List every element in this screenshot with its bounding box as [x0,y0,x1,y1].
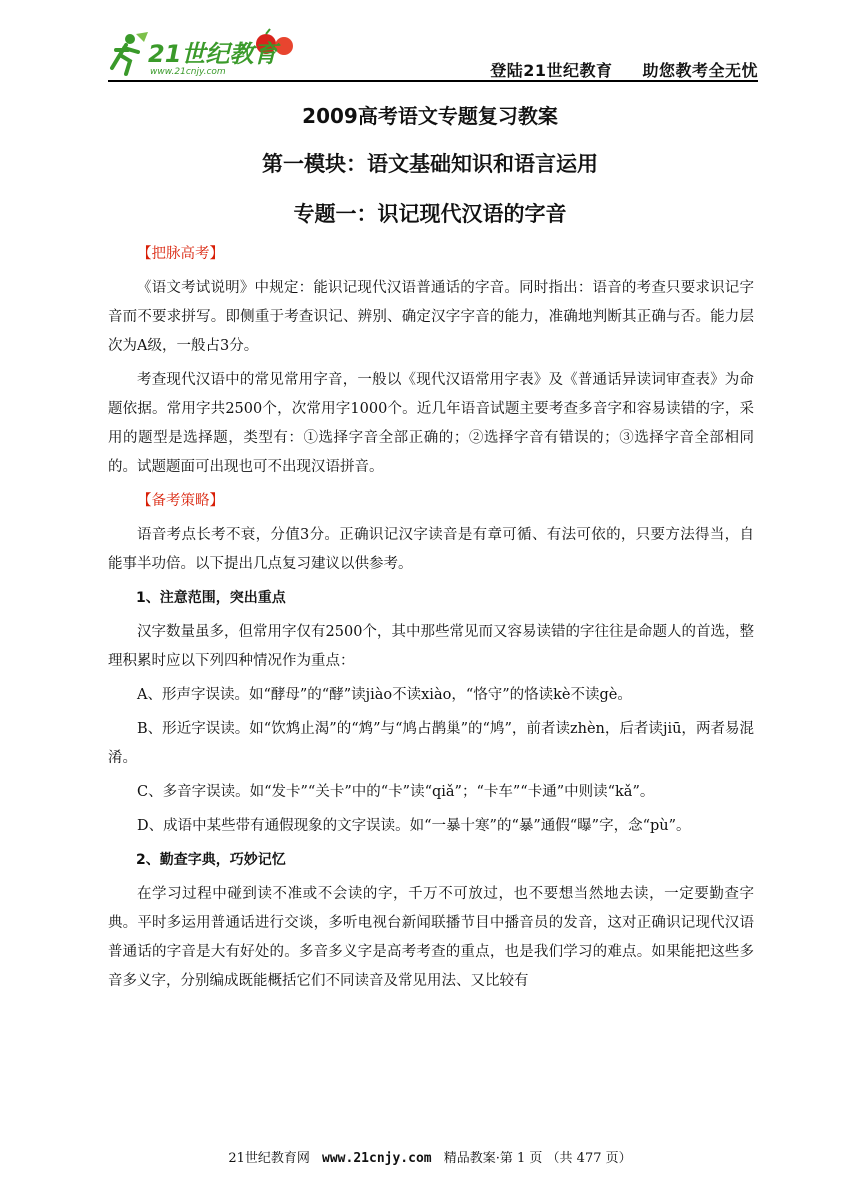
list-item: A、形声字误读。如“酵母”的“酵”读jiào不读xiào，“恪守”的恪读kè不读gè。 [137,687,632,703]
list-item: D、成语中某些带有通假现象的文字误读。如“一暴十寒”的“暴”通假“曝”字，念“pù”。 [137,818,691,834]
subheading: 2、勤查字典，巧妙记忆 [136,852,286,868]
paragraph: 汉字数量虽多，但常用字仅有2500个，其中那些常见而又容易读错的字往往是命题人的首选，整理积累时应以下列四种情况作为重点： [108,624,754,669]
footer-site: 21世纪教育网 [228,1151,310,1166]
module-title: 第一模块：语文基础知识和语言运用 [262,152,598,176]
slogan-right: 助您教考全无忧 [642,61,758,80]
logo-text: 21世纪教育 [148,40,278,68]
paragraph: 在学习过程中碰到读不准或不会读的字，千万不可放过，也不要想当然地去读，一定要勤查字典。平时多运用普通话进行交谈，多听电视台新闻联播节目中播音员的发音，这对正确识记现代汉语普通话的字音是大有好处的。多音多义字是高考考查的重点，也是我们学习的难点。如果能把这些多音多义字，分别编成既能概括它们不同读音及常见用法、又比较有 [108,886,754,989]
page-footer [0,1147,860,1166]
page-header [108,28,758,82]
topic-title: 专题一：识记现代汉语的字音 [293,202,567,226]
document-body [108,240,754,996]
header-slogan [490,58,758,81]
list-item: B、形近字误读。如“饮鸩止渴”的“鸩”与“鸠占鹊巢”的“鸠”，前者读zhèn，后者读jiū，两者易混淆。 [108,721,754,766]
logo-21cnjy [108,28,308,78]
subheading: 1、注意范围，突出重点 [136,590,286,606]
section-heading-analysis: 【把脉高考】 [137,246,224,262]
paragraph: 考查现代汉语中的常见常用字音，一般以《现代汉语常用字表》及《普通话异读词审查表》为命题依据。常用字共2500个，次常用字1000个。近几年语音试题主要考查多音字和容易读错的字，采用的题型是选择题，类型有：①选择字音全部正确的；②选择字音有错误的；③选择字音全部相同的。试题题面可出现也可不出现汉语拼音。 [108,372,754,475]
paragraph: 语音考点长考不衰，分值3分。正确识记汉字读音是有章可循、有法可依的，只要方法得当，自能事半功倍。以下提出几点复习建议以供参考。 [108,527,754,572]
slogan-left: 登陆21世纪教育 [490,61,613,80]
header-divider [108,80,758,82]
footer-page-info: 精品教案·第 1 页 （共 477 页） [443,1151,632,1166]
logo-url: www.21cnjy.com [150,67,226,77]
list-item: C、多音字误读。如“发卡”“关卡”中的“卡”读“qiǎ”；“卡车”“卡通”中则读“kǎ”。 [137,784,655,800]
paragraph: 《语文考试说明》中规定：能识记现代汉语普通话的字音。同时指出：语音的考查只要求识记字音而不要求拼写。即侧重于考查识记、辨别、确定汉字字音的能力，准确地判断其正确与否。能力层次为A级，一般占3分。 [108,280,754,354]
footer-url[interactable]: www.21cnjy.com [322,1151,432,1166]
document-title: 2009高考语文专题复习教案 [302,104,558,128]
section-heading-strategy: 【备考策略】 [137,493,224,509]
